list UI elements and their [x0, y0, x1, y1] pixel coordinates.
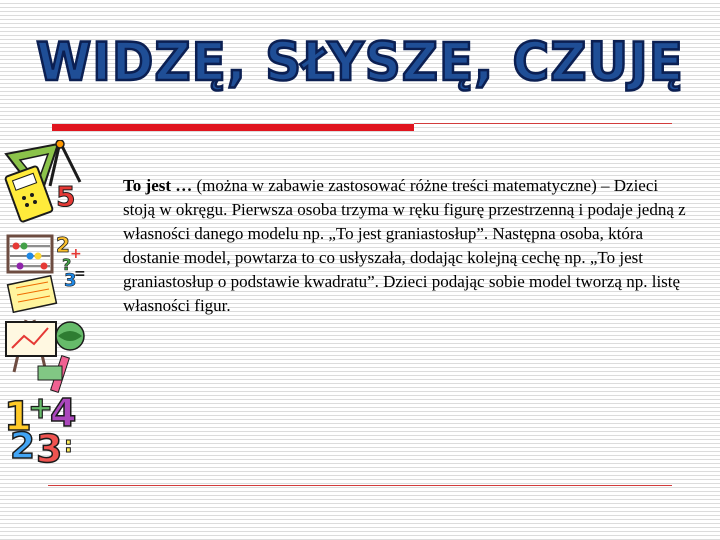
- slide-body-text: [123, 174, 688, 318]
- math-clipart-icon: [0, 140, 90, 470]
- svg-text::: :: [64, 433, 73, 458]
- svg-text:4: 4: [50, 391, 77, 435]
- svg-text:2: 2: [56, 233, 70, 257]
- title-underline-thin: [414, 123, 672, 124]
- svg-text:1: 1: [4, 394, 32, 440]
- svg-text:3: 3: [64, 270, 77, 291]
- body-lead: To jest …: [123, 176, 193, 195]
- body-content: (można w zabawie zastosować różne treści matematyczne) – Dzieci stoją w okręgu. Pierwsza osoba trzyma w ręku figurę przestrzenną i podaje jedną z własności danego modelu np. „To jest graniastosłup”. Następna osoba, która dostanie model, powtarza to co usłyszała, dodając kolejną cechę np. „To jest graniastosłup o podstawie kwadratu”. Dzieci podając sobie model tworzą np. listę własności figur.: [123, 176, 686, 315]
- svg-text:3: 3: [36, 427, 63, 470]
- svg-text:=: =: [74, 266, 86, 282]
- svg-text:5: 5: [56, 180, 76, 213]
- svg-text:+: +: [28, 391, 54, 426]
- svg-text:2: 2: [10, 426, 36, 467]
- title-underline-thick: [52, 124, 414, 131]
- svg-text:?: ?: [62, 255, 72, 274]
- svg-text:+: +: [70, 246, 82, 262]
- slide-title: WIDZĘ, SŁYSZĘ, CZUJĘ: [36, 31, 684, 93]
- footer-rule: [48, 485, 672, 486]
